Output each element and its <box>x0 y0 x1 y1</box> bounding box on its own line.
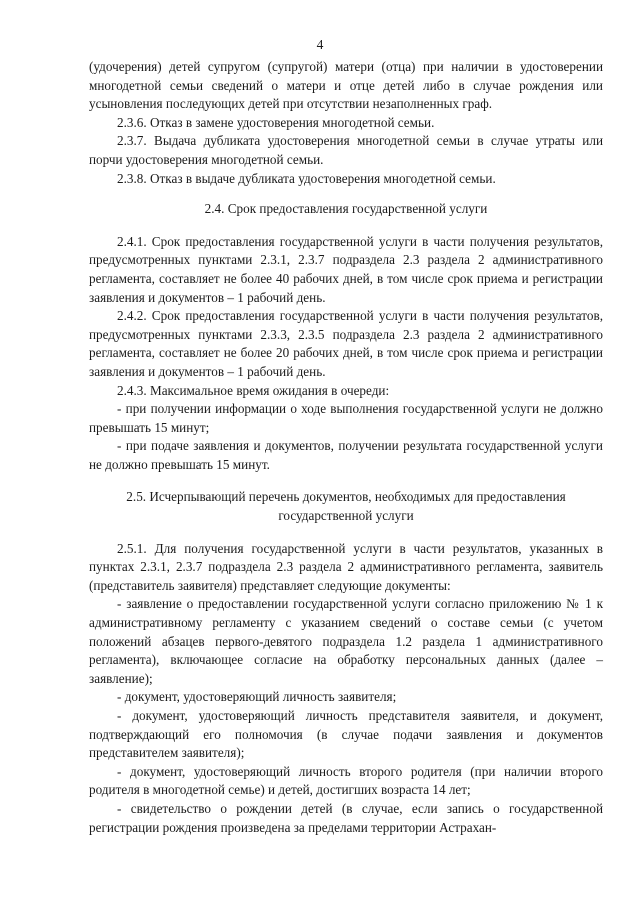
list-item: - документ, удостоверяющий личность представителя заявителя, и документ, подтверждающий его полномочия (в случае подачи заявления и документов представителем заявителя); <box>89 708 603 761</box>
paragraph-2-3-7: 2.3.7. Выдача дубликата удостоверения многодетной семьи в случае утраты или порчи удостоверения многодетной семьи. <box>89 133 603 167</box>
list-item: - документ, удостоверяющий личность заявителя; <box>117 689 397 705</box>
paragraph-2-4-2: 2.4.2. Срок предоставления государственной услуги в части получения результатов, предусмотренных пунктами 2.3.3, 2.3.5 подраздела 2.3 раздела 2 административного регламента, составляет не более 20 рабочих дней, в том числе срок приема и регистрации заявления и документов – 1 рабочий день. <box>89 308 603 379</box>
page-number: 4 <box>316 37 324 52</box>
section-heading-2-5: 2.5. Исчерпывающий перечень документов, необходимых для предоставления государственной услуги <box>126 489 566 524</box>
paragraph-continuation: (удочерения) детей супругом (супругой) матери (отца) при наличии в удостоверении многодетной семьи сведений о матери и отце детей либо в случае рождения или усыновления последующих детей при отсутствии незаполненных граф. <box>89 59 603 112</box>
list-item: - заявление о предоставлении государственной услуги согласно приложению № 1 к административному регламенту с указанием сведений о составе семьи (с учетом положений абзацев первого-девятого подраздела 1.2 раздела 1 административного регламента), включающее согласие на обработку персональных данных (далее – заявление); <box>89 596 603 686</box>
paragraph-2-3-8: 2.3.8. Отказ в выдаче дубликата удостоверения многодетной семьи. <box>117 170 496 186</box>
paragraph-2-4-1: 2.4.1. Срок предоставления государственной услуги в части получения результатов, предусмотренных пунктами 2.3.1, 2.3.7 подраздела 2.3 раздела 2 административного регламента, составляет не более 40 рабочих дней, в том числе срок приема и регистрации заявления и документов – 1 рабочий день. <box>89 233 603 305</box>
document-body <box>89 58 603 837</box>
paragraph-2-5-1: 2.5.1. Для получения государственной услуги в части результатов, указанных в пунктах 2.3.1, 2.3.7 подраздела 2.3 раздела 2 административного регламента, заявитель (представитель заявителя) представляет следующие документы: <box>89 540 603 593</box>
list-item: - свидетельство о рождении детей (в случае, если запись о государственной регистрации рождения произведена за пределами территории Астрахан- <box>89 800 603 835</box>
list-item: - документ, удостоверяющий личность второго родителя (при наличии второго родителя в многодетной семье) и детей, достигших возраста 14 лет; <box>89 763 603 798</box>
list-item: - при получении информации о ходе выполнения государственной услуги не должно превышать 15 минут; <box>89 401 603 435</box>
paragraph-2-4-3: 2.4.3. Максимальное время ожидания в очереди: <box>117 382 390 398</box>
list-item: - при подаче заявления и документов, получении результата государственной услуги не должно превышать 15 минут. <box>89 438 603 472</box>
paragraph-2-3-6: 2.3.6. Отказ в замене удостоверения многодетной семьи. <box>117 114 435 130</box>
section-heading-2-4: 2.4. Срок предоставления государственной услуги <box>204 201 488 217</box>
